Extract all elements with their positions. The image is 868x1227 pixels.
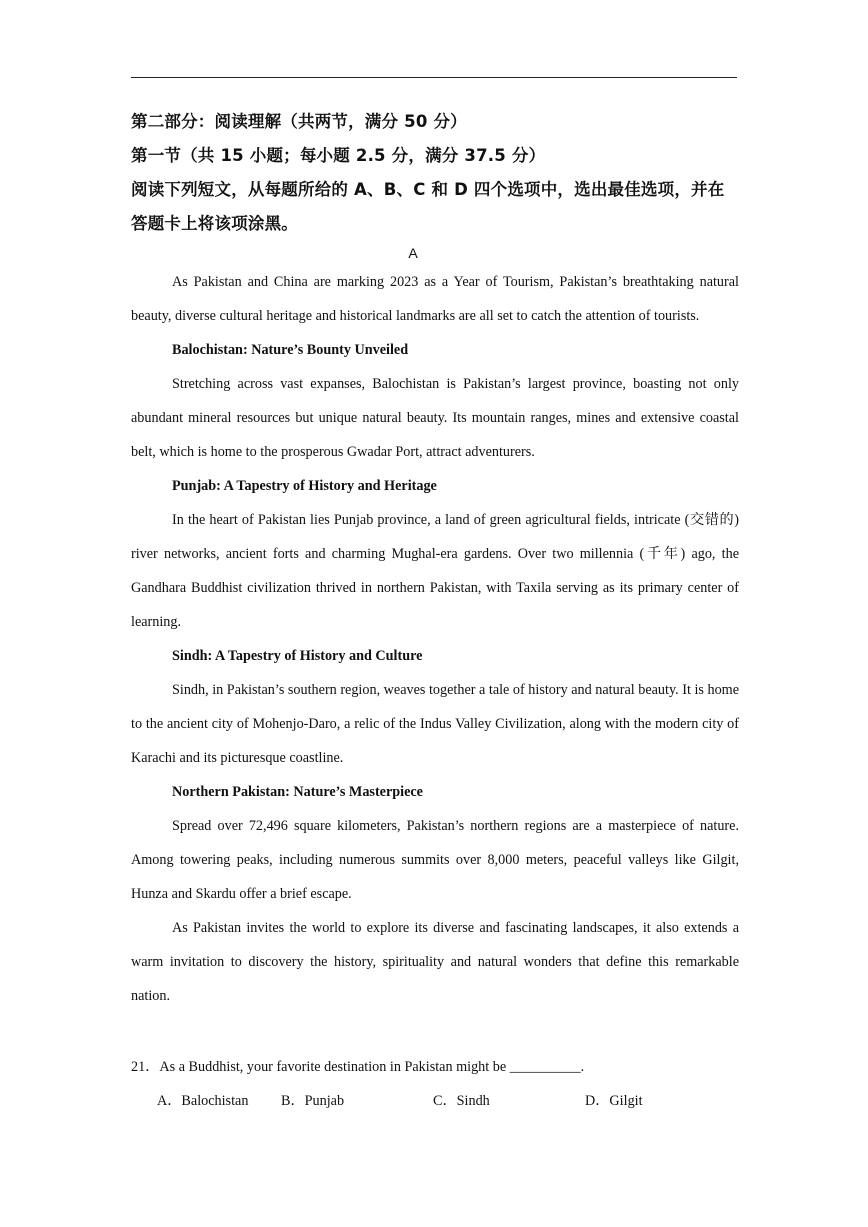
section-heading-balochistan: Balochistan: Nature’s Bounty Unveiled (172, 342, 409, 358)
section-text-punjab: In the heart of Pakistan lies Punjab province, a land of green agricultural fields, intricate (交错的) river networks, ancient forts and charming Mughal-era gardens. Over two millennia (千年) ago, the Gandhara Buddhist civilization thrived in northern Pakistan, with Taxila serving as its primary center of learning. (131, 512, 739, 630)
answer-blank: __________. (509, 1059, 585, 1075)
section-heading-sindh: Sindh: A Tapestry of History and Culture (172, 648, 423, 664)
section-title: 第一节（共 15 小题；每小题 2.5 分，满分 37.5 分） (131, 146, 546, 165)
option-a[interactable]: A．Balochistan (157, 1093, 249, 1109)
question-stem: As a Buddhist, your favorite destination in Pakistan might be (159, 1059, 507, 1075)
part-title: 第二部分：阅读理解（共两节，满分 50 分） (131, 112, 467, 131)
top-rule (131, 77, 737, 78)
instructions-line-1: 阅读下列短文，从每题所给的 A、B、C 和 D 四个选项中，选出最佳选项，并在 (131, 180, 725, 199)
passage (131, 265, 739, 1013)
section-text-balochistan: Stretching across vast expanses, Balochistan is Pakistan’s largest province, boasting not only abundant mineral resources but unique natural beauty. Its mountain ranges, mines and extensive coastal belt, which is home to the prosperous Gwadar Port, attract adventurers. (131, 376, 739, 460)
section-text-northern-pakistan: Spread over 72,496 square kilometers, Pakistan’s northern regions are a masterpiece of nature. Among towering peaks, including numerous summits over 8,000 meters, peaceful valleys like Gilgit, Hunza and Skardu offer a brief escape. (131, 818, 739, 902)
intro-paragraph: As Pakistan and China are marking 2023 as a Year of Tourism, Pakistan’s breathtaking natural beauty, diverse cultural heritage and historical landmarks are all set to catch the attention of tourists. (131, 274, 739, 324)
question-number: 21． (131, 1059, 160, 1075)
instructions-line-2: 答题卡上将该项涂黑。 (131, 214, 298, 233)
option-d[interactable]: D．Gilgit (585, 1093, 643, 1109)
option-b[interactable]: B．Punjab (281, 1093, 345, 1109)
option-c[interactable]: C．Sindh (433, 1093, 490, 1109)
question-21 (131, 1050, 741, 1084)
conclusion-paragraph: As Pakistan invites the world to explore its diverse and fascinating landscapes, it also extends a warm invitation to discovery the history, spirituality and natural wonders that define this remarkable nation. (131, 920, 739, 1004)
article-letter: A (408, 245, 418, 261)
section-text-sindh: Sindh, in Pakistan’s southern region, weaves together a tale of history and natural beauty. It is home to the ancient city of Mohenjo-Daro, a relic of the Indus Valley Civilization, along with the modern city of Karachi and its picturesque coastline. (131, 682, 739, 766)
section-heading-punjab: Punjab: A Tapestry of History and Heritage (172, 478, 437, 494)
section-heading-northern-pakistan: Northern Pakistan: Nature’s Masterpiece (172, 784, 423, 800)
answer-options (157, 1084, 737, 1118)
